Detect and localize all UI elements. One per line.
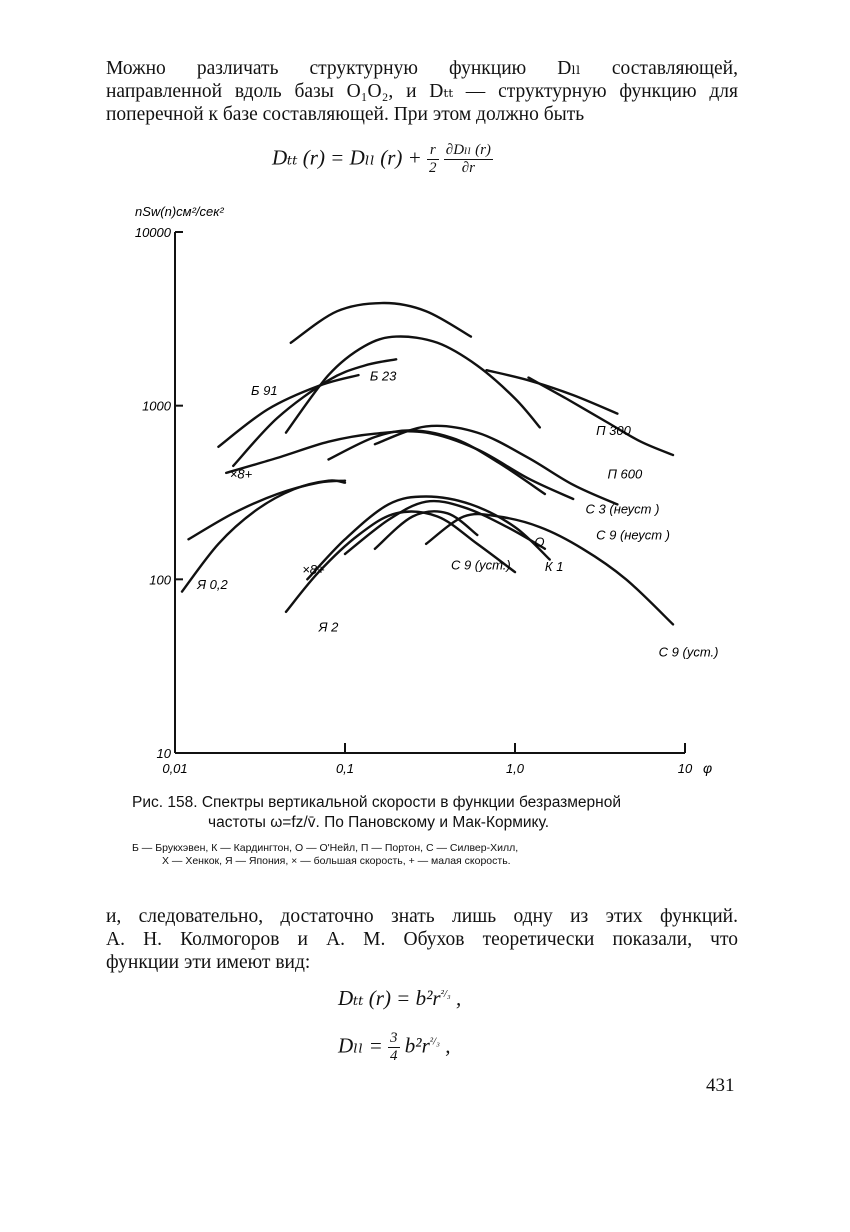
formula-text: , (439, 1033, 451, 1058)
curve-label: С 9 (уст.) (658, 644, 719, 660)
formula-text: , (450, 986, 462, 1010)
formula-exponent: ²/₃ (429, 1035, 440, 1048)
curve-label: Я 2 (318, 619, 339, 635)
caption-line: Рис. 158. Спектры вертикальной скорости в функции безразмерной (132, 794, 621, 811)
page-number: 431 (706, 1075, 735, 1096)
x-axis-label: φ (703, 760, 713, 776)
paragraph-top (106, 57, 738, 126)
fraction-numerator: ∂Dₗₗ (r) (445, 142, 491, 158)
paragraph-line: Можно различать структурную функцию Dₗₗ составляющей, (106, 58, 738, 79)
curve-label: С 9 (неуст ) (596, 527, 671, 543)
paragraph-line: поперечной к базе составляющей. При этом должно быть (106, 104, 585, 125)
curve-label: Б 23 (369, 368, 397, 384)
x-tick-label: 1,0 (505, 761, 525, 776)
formula-exponent: ²/₃ (440, 988, 451, 1000)
fraction-derivative (444, 142, 493, 177)
curve-label: С 3 (неуст ) (585, 501, 660, 517)
formula-text: Dₗₗ = (338, 1033, 389, 1058)
fraction-r-over-2 (427, 142, 439, 177)
fraction-denominator: 2 (429, 160, 437, 176)
legend-note-line: Б — Брукхэвен, К — Кардингтон, О — О'Нейл, П — Портон, С — Силвер-Хилл, (132, 842, 519, 854)
series-curve (226, 431, 573, 499)
curve-label: П 300 (596, 422, 631, 438)
paragraph-bottom (106, 905, 738, 974)
fraction-numerator: 3 (390, 1030, 398, 1046)
y-tick-label: 10 (156, 746, 171, 761)
series-curve (291, 303, 471, 343)
y-tick-label: 1000 (142, 398, 171, 414)
y-tick-label: 10000 (134, 225, 171, 240)
series-curve (189, 481, 346, 540)
spectra-chart (120, 195, 720, 785)
figure-caption (132, 793, 696, 833)
paragraph-line: направленной вдоль базы O₁O₂, и Dₜₜ — структурную функцию для (106, 81, 738, 102)
series-curve (375, 426, 618, 505)
curve-label: Я 0,2 (197, 576, 228, 592)
formula-kolmogorov-1 (338, 986, 461, 1011)
legend-note-line: Х — Хенкок, Я — Япония, × — большая скорость, + — малая скорость. (162, 855, 511, 867)
x-tick-label: 10 (677, 761, 693, 776)
curve-label: К 1 (544, 558, 564, 574)
chart-curves (182, 303, 673, 624)
series-curve (307, 497, 549, 580)
paragraph-line: и, следовательно, достаточно знать лишь одну из этих функций. (106, 906, 738, 927)
curve-label: ×8+ (229, 466, 253, 482)
curve-label: П 600 (607, 466, 643, 482)
fraction-denominator: ∂r (461, 160, 475, 176)
y-axis-label: nSw(n)см²/сек² (135, 204, 224, 219)
y-tick-label: 100 (149, 572, 171, 588)
paragraph-line: А. Н. Колмогоров и А. М. Обухов теоретически показали, что (106, 929, 738, 950)
x-tick-label: 0,01 (162, 761, 188, 776)
fraction-three-quarters (388, 1030, 400, 1065)
curve-label: ×8+ (302, 562, 325, 578)
formula-lhs: Dₜₜ (r) = Dₗₗ (r) + (272, 145, 428, 170)
series-curve (218, 375, 358, 447)
caption-line: частоты ω=fz/v̄. По Пановскому и Мак-Кормику. (208, 814, 550, 831)
formula-structure-functions (272, 142, 493, 177)
curve-label: Б 91 (251, 383, 278, 399)
formula-kolmogorov-2 (338, 1030, 450, 1065)
curve-label: О (534, 534, 545, 550)
chart-curve-labels (196, 368, 718, 659)
fraction-numerator: r (427, 142, 439, 160)
paragraph-line: функции эти имеют вид: (106, 952, 311, 973)
series-curve (529, 378, 674, 455)
chart-axes (135, 204, 712, 776)
x-tick-label: 0,1 (335, 761, 355, 776)
formula-text: b²r (399, 1033, 430, 1058)
figure-legend-note (132, 842, 696, 868)
curve-label: С 9 (уст.) (450, 557, 511, 573)
series-curve (329, 430, 545, 494)
fraction-denominator: 4 (390, 1048, 398, 1064)
formula-text: Dₜₜ (r) = b²r (338, 986, 441, 1010)
